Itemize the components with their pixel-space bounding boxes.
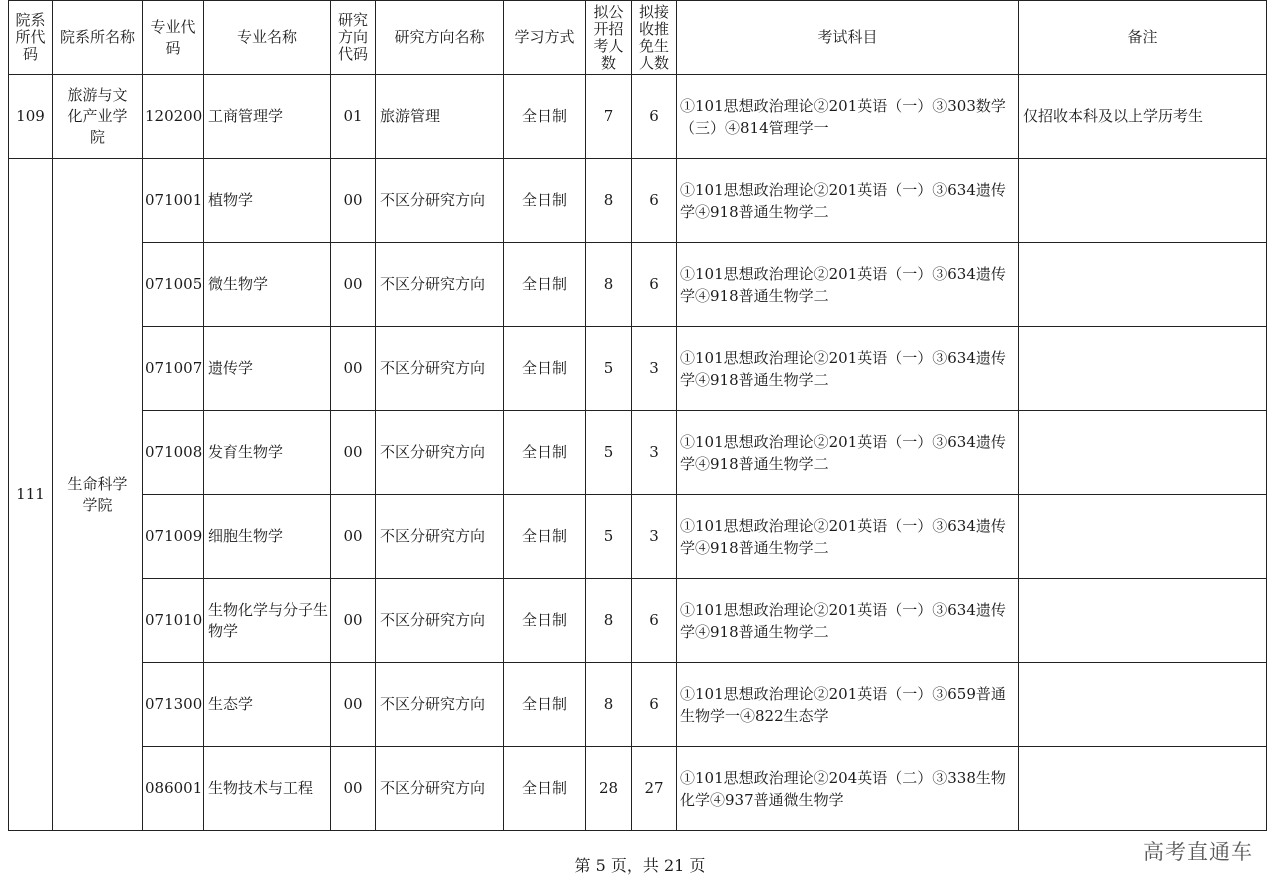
notes-cell <box>1019 579 1267 663</box>
major-code-cell: 120200 <box>143 75 204 159</box>
open-quota-cell: 5 <box>586 495 632 579</box>
header-major-code: 专业代码 <box>143 1 204 75</box>
exempt-quota-cell: 3 <box>632 495 677 579</box>
direction-code-cell: 00 <box>331 243 376 327</box>
exempt-quota-cell: 27 <box>632 747 677 831</box>
table-body <box>9 75 1267 831</box>
direction-code-cell: 00 <box>331 327 376 411</box>
exam-subjects-cell: ①101思想政治理论②204英语（二）③338生物化学④937普通微生物学 <box>677 747 1019 831</box>
header-dept-name: 院系所名称 <box>53 1 143 75</box>
table-row <box>9 75 1267 159</box>
header-study-mode: 学习方式 <box>504 1 586 75</box>
major-code-cell: 071007 <box>143 327 204 411</box>
header-direction-name: 研究方向名称 <box>376 1 504 75</box>
exam-subjects-cell: ①101思想政治理论②201英语（一）③634遗传学④918普通生物学二 <box>677 579 1019 663</box>
exam-subjects-cell: ①101思想政治理论②201英语（一）③303数学（三）④814管理学一 <box>677 75 1019 159</box>
direction-code-cell: 01 <box>331 75 376 159</box>
exam-subjects-cell: ①101思想政治理论②201英语（一）③634遗传学④918普通生物学二 <box>677 243 1019 327</box>
direction-name-cell: 不区分研究方向 <box>376 579 504 663</box>
notes-cell <box>1019 159 1267 243</box>
exam-subjects-cell: ①101思想政治理论②201英语（一）③634遗传学④918普通生物学二 <box>677 327 1019 411</box>
watermark-text: 高考直通车 <box>1143 840 1253 864</box>
major-name-cell: 生态学 <box>204 663 331 747</box>
page-number: 第 5 页，共 21 页 <box>574 856 706 875</box>
study-mode-cell: 全日制 <box>504 243 586 327</box>
study-mode-cell: 全日制 <box>504 663 586 747</box>
table-row <box>9 495 1267 579</box>
notes-cell <box>1019 327 1267 411</box>
direction-name-cell: 不区分研究方向 <box>376 327 504 411</box>
direction-name-cell: 不区分研究方向 <box>376 747 504 831</box>
header-notes: 备注 <box>1019 1 1267 75</box>
open-quota-cell: 8 <box>586 663 632 747</box>
exempt-quota-cell: 6 <box>632 579 677 663</box>
table-row <box>9 159 1267 243</box>
dept-name-cell: 生命科学学院 <box>53 159 143 831</box>
header-open-quota: 拟公开招考人数 <box>586 1 632 75</box>
direction-code-cell: 00 <box>331 495 376 579</box>
exempt-quota-cell: 6 <box>632 159 677 243</box>
open-quota-cell: 8 <box>586 579 632 663</box>
dept-code-cell: 109 <box>9 75 53 159</box>
major-name-cell: 细胞生物学 <box>204 495 331 579</box>
exempt-quota-cell: 6 <box>632 663 677 747</box>
open-quota-cell: 28 <box>586 747 632 831</box>
direction-code-cell: 00 <box>331 579 376 663</box>
exam-subjects-cell: ①101思想政治理论②201英语（一）③659普通生物学一④822生态学 <box>677 663 1019 747</box>
direction-code-cell: 00 <box>331 159 376 243</box>
direction-code-cell: 00 <box>331 663 376 747</box>
major-name-cell: 生物化学与分子生物学 <box>204 579 331 663</box>
exam-subjects-cell: ①101思想政治理论②201英语（一）③634遗传学④918普通生物学二 <box>677 411 1019 495</box>
direction-name-cell: 不区分研究方向 <box>376 495 504 579</box>
notes-cell <box>1019 747 1267 831</box>
open-quota-cell: 8 <box>586 243 632 327</box>
study-mode-cell: 全日制 <box>504 495 586 579</box>
open-quota-cell: 5 <box>586 327 632 411</box>
header-direction-code: 研究方向代码 <box>331 1 376 75</box>
direction-name-cell: 不区分研究方向 <box>376 159 504 243</box>
exam-subjects-cell: ①101思想政治理论②201英语（一）③634遗传学④918普通生物学二 <box>677 159 1019 243</box>
major-name-cell: 发育生物学 <box>204 411 331 495</box>
open-quota-cell: 8 <box>586 159 632 243</box>
exempt-quota-cell: 6 <box>632 75 677 159</box>
dept-code-cell: 111 <box>9 159 53 831</box>
table-row <box>9 747 1267 831</box>
major-name-cell: 遗传学 <box>204 327 331 411</box>
notes-cell <box>1019 411 1267 495</box>
notes-cell <box>1019 663 1267 747</box>
notes-cell <box>1019 243 1267 327</box>
table-row <box>9 579 1267 663</box>
direction-name-cell: 不区分研究方向 <box>376 663 504 747</box>
table-row <box>9 411 1267 495</box>
admissions-table <box>8 0 1267 831</box>
direction-code-cell: 00 <box>331 411 376 495</box>
major-code-cell: 071009 <box>143 495 204 579</box>
major-code-cell: 071008 <box>143 411 204 495</box>
major-name-cell: 微生物学 <box>204 243 331 327</box>
direction-name-cell: 旅游管理 <box>376 75 504 159</box>
dept-name-cell: 旅游与文化产业学院 <box>53 75 143 159</box>
open-quota-cell: 5 <box>586 411 632 495</box>
table-row <box>9 663 1267 747</box>
notes-cell: 仅招收本科及以上学历考生 <box>1019 75 1267 159</box>
study-mode-cell: 全日制 <box>504 159 586 243</box>
header-exam-subjects: 考试科目 <box>677 1 1019 75</box>
exempt-quota-cell: 6 <box>632 243 677 327</box>
header-major-name: 专业名称 <box>204 1 331 75</box>
study-mode-cell: 全日制 <box>504 327 586 411</box>
open-quota-cell: 7 <box>586 75 632 159</box>
header-exempt-quota: 拟接收推免生人数 <box>632 1 677 75</box>
study-mode-cell: 全日制 <box>504 747 586 831</box>
direction-code-cell: 00 <box>331 747 376 831</box>
header-row <box>9 1 1267 75</box>
exempt-quota-cell: 3 <box>632 411 677 495</box>
major-code-cell: 071001 <box>143 159 204 243</box>
major-code-cell: 086001 <box>143 747 204 831</box>
study-mode-cell: 全日制 <box>504 75 586 159</box>
major-name-cell: 工商管理学 <box>204 75 331 159</box>
exam-subjects-cell: ①101思想政治理论②201英语（一）③634遗传学④918普通生物学二 <box>677 495 1019 579</box>
major-code-cell: 071010 <box>143 579 204 663</box>
admissions-table-sheet <box>8 0 1266 831</box>
study-mode-cell: 全日制 <box>504 579 586 663</box>
table-row <box>9 243 1267 327</box>
notes-cell <box>1019 495 1267 579</box>
major-name-cell: 植物学 <box>204 159 331 243</box>
study-mode-cell: 全日制 <box>504 411 586 495</box>
major-code-cell: 071300 <box>143 663 204 747</box>
exempt-quota-cell: 3 <box>632 327 677 411</box>
major-code-cell: 071005 <box>143 243 204 327</box>
direction-name-cell: 不区分研究方向 <box>376 243 504 327</box>
major-name-cell: 生物技术与工程 <box>204 747 331 831</box>
direction-name-cell: 不区分研究方向 <box>376 411 504 495</box>
header-dept-code: 院系所代码 <box>9 1 53 75</box>
table-row <box>9 327 1267 411</box>
